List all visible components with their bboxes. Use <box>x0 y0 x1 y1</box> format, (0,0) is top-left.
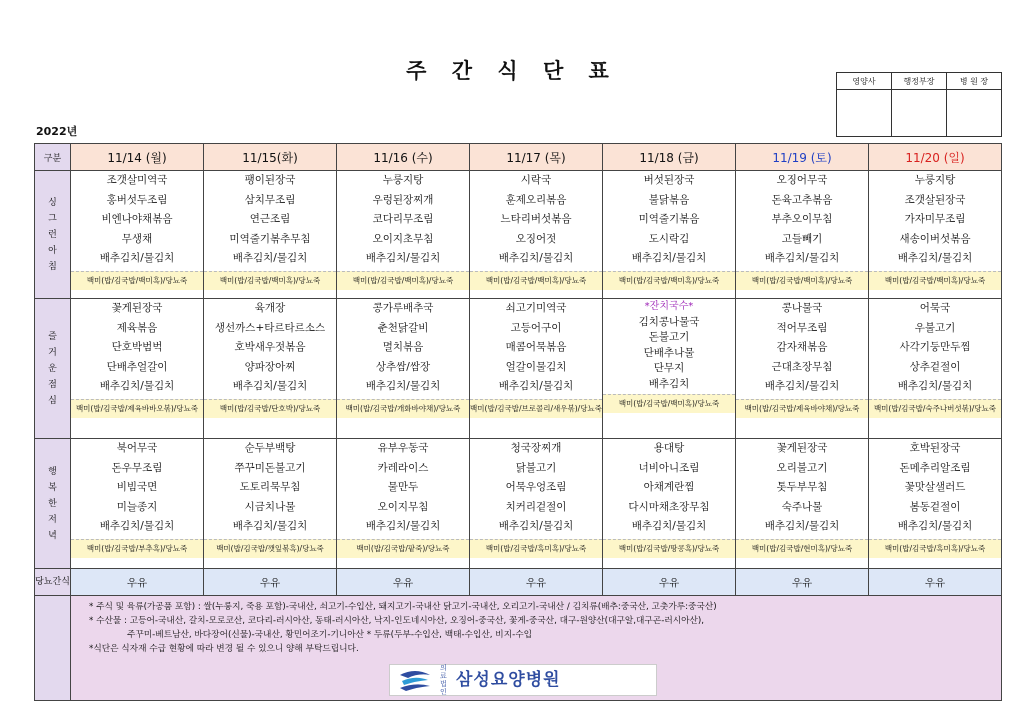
origin-note-line: * 주식 및 육류(가공품 포함) : 쌀(누룽지, 죽용 포함)-국내산, 쇠고기-수입산, 돼지고기-국내산 닭고기-국내산, 오리고기-국내산 / 김치류(배추:중국산, 고춧가루:중국산) <box>89 602 717 612</box>
grain-origin-note: 백미(밥/김국밥/백미흑)/당뇨죽 <box>869 271 1001 290</box>
dish-item: 오이지초무침 <box>372 232 434 245</box>
snack-item: 우유 <box>869 569 1002 596</box>
dish-item: 시락국 <box>520 174 552 186</box>
dish-item: 누룽지탕 <box>382 174 424 186</box>
dish-item: 배추김치/물김치 <box>897 380 973 392</box>
menu-cell <box>603 439 736 569</box>
dish-item: 유부우동국 <box>377 442 429 454</box>
dish-item: 코다리무조림 <box>372 213 434 225</box>
menu-cell <box>204 299 337 439</box>
meal-row-breakfast <box>35 171 1002 299</box>
approval-stamp <box>837 90 892 137</box>
hospital-emblem-icon <box>398 669 432 691</box>
dish-item: 고들빼기 <box>781 232 823 245</box>
dish-item: 배추김치 <box>648 377 690 390</box>
dish-item: 꽃맛살샐러드 <box>904 481 966 493</box>
dish-item: 숙주나물 <box>781 500 823 513</box>
menu-cell <box>736 171 869 299</box>
dish-item: 배추김치/물김치 <box>764 380 840 392</box>
approval-nutritionist: 영양사 <box>837 73 892 90</box>
day-header-thu: 11/17 (목) <box>470 144 603 171</box>
approval-director: 병 원 장 <box>947 73 1002 90</box>
day-header-fri: 11/18 (금) <box>603 144 736 171</box>
grain-origin-note: 백미(밥/김국밥/백미흑)/당뇨죽 <box>204 271 336 290</box>
snack-item: 우유 <box>736 569 869 596</box>
meal-row-dinner <box>35 439 1002 569</box>
grain-origin-note: 백미(밥/김국밥/백미흑)/당뇨죽 <box>337 271 469 290</box>
dish-item: 훈제오리볶음 <box>505 193 567 206</box>
grain-origin-note: 백미(밥/김국밥/백미흑)/당뇨죽 <box>470 271 602 290</box>
grain-origin-note: 백미(밥/김국밥/단호박)/당뇨죽 <box>204 399 336 418</box>
menu-cell <box>470 171 603 299</box>
dish-item: 오리불고기 <box>776 461 828 474</box>
dish-item: 미역줄기볶추무침 <box>229 232 311 245</box>
dish-item: 배추김치/물김치 <box>498 380 574 392</box>
grain-origin-note: 백미(밥/김국밥/제육바야채)/당뇨죽 <box>736 399 868 418</box>
menu-cell <box>869 439 1002 569</box>
dish-item: 육개장 <box>254 302 286 314</box>
dish-item: 사각기둥만두찜 <box>899 341 971 353</box>
meal-label-char: 심 <box>48 395 57 406</box>
dish-item: 새송이버섯볶음 <box>899 232 971 245</box>
dish-item: 홍버섯두조림 <box>106 193 168 206</box>
notes-cell <box>71 596 1002 701</box>
day-header-sun: 11/20 (일) <box>869 144 1002 171</box>
day-header-mon: 11/14 (월) <box>71 144 204 171</box>
dish-item: 미역줄기볶음 <box>638 213 700 225</box>
grain-origin-note: 백미(밥/김국밥/흑미흑)/당뇨죽 <box>470 539 602 558</box>
dish-item: 배추김치/물김치 <box>498 520 574 532</box>
dish-item: 배추김치/물김치 <box>897 252 973 264</box>
dish-item: 오징어젓 <box>515 232 557 245</box>
dish-item: 고등어구이 <box>510 321 562 334</box>
dish-item: 미늘종지 <box>116 500 158 513</box>
dish-item: 다시마채초장무침 <box>628 500 710 513</box>
menu-cell <box>470 299 603 439</box>
meal-label-lunch <box>35 299 71 439</box>
dish-item: 호박된장국 <box>909 442 961 454</box>
dish-item: 우렁된장찌개 <box>372 193 434 206</box>
dish-item: 상추쌈/쌈장 <box>375 360 431 373</box>
dish-item: 시금치나물 <box>244 500 296 513</box>
dish-item: 양파장아찌 <box>244 360 296 373</box>
dish-item: 생선까스+타르타르소스 <box>214 321 326 334</box>
dish-item: 쇠고기미역국 <box>505 302 567 314</box>
dish-item: 돈불고기 <box>648 331 690 343</box>
dish-item: 배추김치/물김치 <box>232 380 308 392</box>
dish-item: 청국장찌개 <box>510 442 562 454</box>
logo-small-text: 의료법인 <box>440 664 447 696</box>
meal-label-char: 점 <box>48 379 57 390</box>
dish-item: 버섯된장국 <box>643 174 695 186</box>
meal-label-char: 거 <box>48 347 57 358</box>
grain-origin-note: 백미(밥/김국밥/땅콩흑)/당뇨죽 <box>603 539 735 558</box>
dish-item: 콩가루배추국 <box>372 302 434 314</box>
grain-origin-note: 백미(밥/김국밥/백미흑)/당뇨죽 <box>603 271 735 290</box>
meal-label-dinner <box>35 439 71 569</box>
approval-stamp <box>947 90 1002 137</box>
dish-item: 돈우무조림 <box>111 461 163 474</box>
dish-item: 호박새우젓볶음 <box>234 341 306 353</box>
snack-item: 우유 <box>337 569 470 596</box>
notes-label <box>35 596 71 701</box>
dish-item: 오이지무침 <box>377 500 429 513</box>
dish-item: 도시락김 <box>648 232 690 245</box>
logo-hospital-name: 삼성요양병원 <box>456 670 561 690</box>
corner-label: 구분 <box>35 144 71 171</box>
snack-label: 당뇨간식 <box>35 569 71 596</box>
dish-item: 연근조림 <box>249 213 291 225</box>
dish-item: 삼치무조림 <box>244 193 296 206</box>
dish-item: 조갯살된장국 <box>904 193 966 206</box>
dish-item: 배추김치/물김치 <box>631 520 707 532</box>
menu-cell <box>337 439 470 569</box>
dish-item: 쭈꾸미돈불고기 <box>234 461 306 474</box>
menu-cell <box>71 299 204 439</box>
notes-row <box>35 596 1002 701</box>
meal-label-char: 즐 <box>48 331 57 342</box>
menu-cell <box>337 299 470 439</box>
dish-item: 순두부백탕 <box>244 442 296 454</box>
dish-item: 부추오이무침 <box>771 213 833 225</box>
hospital-logo <box>389 664 657 696</box>
meal-label-char: 행 <box>48 466 57 477</box>
dish-item: 우불고기 <box>914 321 956 334</box>
dish-item: 어묵국 <box>919 302 951 314</box>
dish-item: 단호박범벅 <box>111 341 163 353</box>
dish-item: 무생채 <box>121 232 153 245</box>
meal-label-char: 녁 <box>48 530 57 541</box>
dish-item: 꽃게된장국 <box>111 302 163 314</box>
dish-item: 배추김치/물김치 <box>498 252 574 264</box>
grain-origin-note: 백미(밥/김국밥/팥죽)/당뇨죽 <box>337 539 469 558</box>
dish-item: 배추김치/물김치 <box>764 252 840 264</box>
dish-item: 배추김치/물김치 <box>764 520 840 532</box>
dish-item: 상추겉절이 <box>909 360 961 373</box>
menu-cell <box>603 171 736 299</box>
dish-item: 배추김치/물김치 <box>631 252 707 264</box>
meal-label-char: 침 <box>48 261 57 272</box>
meal-label-char: 아 <box>48 245 57 256</box>
dish-item: 배추김치/물김치 <box>365 380 441 392</box>
meal-label-char: 그 <box>48 213 57 224</box>
dish-item: 오징어무국 <box>776 174 828 186</box>
day-header-row <box>35 144 1002 171</box>
dish-item: 김치콩나물국 <box>638 315 700 328</box>
grain-origin-note: 백미(밥/김국밥/숙주나버섯볶)/당뇨죽 <box>869 399 1001 418</box>
grain-origin-note: 백미(밥/김국밥/부추흑)/당뇨죽 <box>71 539 203 558</box>
menu-cell <box>603 299 736 439</box>
dish-item: *잔치국수* <box>644 301 694 312</box>
dish-item: 배추김치/물김치 <box>232 252 308 264</box>
grain-origin-note: 백미(밥/김국밥/백미흑)/당뇨죽 <box>603 394 735 413</box>
dish-item: 춘천닭갈비 <box>377 321 429 334</box>
dish-item: 카레라이스 <box>377 461 429 474</box>
dish-item: 배추김치/물김치 <box>99 252 175 264</box>
origin-note-line: * 수산물 : 고등어-국내산, 갈치-모로코산, 코다리-러시아산, 동태-러시아산, 낙지-인도네시아산, 오징어-중국산, 꽃게-중국산, 대구-원양산(대구알,대구곤-러시아산), <box>89 616 705 626</box>
snack-item: 우유 <box>470 569 603 596</box>
dish-item: 근대초장무침 <box>771 360 833 373</box>
day-header-tue: 11/15(화) <box>204 144 337 171</box>
dish-item: 느타리버섯볶음 <box>500 213 572 225</box>
approval-box <box>836 72 1002 137</box>
dish-item: 불닭볶음 <box>648 193 690 206</box>
dish-item: 조갯살미역국 <box>106 174 168 186</box>
meal-label-char: 저 <box>48 514 57 525</box>
dish-item: 제육볶음 <box>116 321 158 334</box>
approval-stamp <box>892 90 947 137</box>
dish-item: 배추김치/물김치 <box>897 520 973 532</box>
menu-cell <box>204 439 337 569</box>
meal-label-char: 한 <box>48 498 57 509</box>
snack-item: 우유 <box>603 569 736 596</box>
dish-item: 팽이된장국 <box>244 174 296 186</box>
grain-origin-note: 백미(밥/김국밥/개화바야채)/당뇨죽 <box>337 399 469 418</box>
dish-item: 북어무국 <box>116 442 158 454</box>
grain-origin-note: 백미(밥/김국밥/브로콜리/새우볶)/당뇨죽 <box>470 399 602 418</box>
dish-item: 도토리묵무침 <box>239 481 301 493</box>
day-header-sat: 11/19 (토) <box>736 144 869 171</box>
dish-item: 어묵우엉조림 <box>505 481 567 493</box>
snack-row <box>35 569 1002 596</box>
dish-item: 닭불고기 <box>515 461 557 474</box>
meal-label-breakfast <box>35 171 71 299</box>
origin-note-line: 주꾸미-베트남산, 바다장어(신물)-국내산, 황민어조기-기니아산 * 두류(두부-수입산, 백태-수입산, 비지-수입 <box>127 630 533 640</box>
meal-label-char: 운 <box>48 363 57 374</box>
menu-cell <box>71 439 204 569</box>
day-header-wed: 11/16 (수) <box>337 144 470 171</box>
dish-item: 배추김치/물김치 <box>232 520 308 532</box>
grain-origin-note: 백미(밥/김국밥/깻잎볶흑)/당뇨죽 <box>204 539 336 558</box>
menu-cell <box>736 439 869 569</box>
dish-item: 콩나물국 <box>781 302 823 314</box>
meal-label-char: 싱 <box>48 197 57 208</box>
grain-origin-note: 백미(밥/김국밥/백미흑)/당뇨죽 <box>71 271 203 290</box>
dish-item: 치커리겉절이 <box>505 500 567 513</box>
dish-item: 멸치볶음 <box>382 341 424 353</box>
dish-item: 단배추나물 <box>643 346 695 359</box>
dish-item: 배추김치/물김치 <box>365 520 441 532</box>
page-title: 주 간 식 단 표 <box>406 59 618 83</box>
snack-item: 우유 <box>71 569 204 596</box>
menu-cell <box>869 299 1002 439</box>
dish-item: 단무지 <box>653 362 685 374</box>
menu-cell <box>204 171 337 299</box>
dish-item: 돈메추리알조림 <box>899 461 971 474</box>
origin-note-line: *식단은 식자재 수급 현황에 따라 변경 될 수 있으니 양해 부탁드립니다. <box>89 644 359 654</box>
weekly-menu-table <box>34 143 1002 701</box>
dish-item: 매콤어묵볶음 <box>505 341 567 353</box>
dish-item: 돈육고추볶음 <box>771 193 833 206</box>
menu-cell <box>337 171 470 299</box>
menu-cell <box>71 171 204 299</box>
dish-item: 단배추얼갈이 <box>106 360 168 373</box>
meal-row-lunch <box>35 299 1002 439</box>
dish-item: 용대탕 <box>653 442 685 454</box>
grain-origin-note: 백미(밥/김국밥/제육바바오볶)/당뇨죽 <box>71 399 203 418</box>
approval-admin: 행정부장 <box>892 73 947 90</box>
grain-origin-note: 백미(밥/김국밥/현미흑)/당뇨죽 <box>736 539 868 558</box>
grain-origin-note: 백미(밥/김국밥/흑미흑)/당뇨죽 <box>869 539 1001 558</box>
dish-item: 적어무조림 <box>776 321 828 334</box>
dish-item: 아채계란찜 <box>643 481 695 493</box>
dish-item: 얼갈이물김치 <box>505 360 567 373</box>
dish-item: 배추김치/물김치 <box>99 380 175 392</box>
dish-item: 누룽지탕 <box>914 174 956 186</box>
meal-label-char: 런 <box>48 229 57 240</box>
dish-item: 너비아니조림 <box>638 461 700 474</box>
year-label: 2022년 <box>36 125 78 138</box>
dish-item: 톳두부무침 <box>776 481 828 493</box>
dish-item: 비빔국면 <box>116 481 158 493</box>
grain-origin-note: 백미(밥/김국밥/백미흑)/당뇨죽 <box>736 271 868 290</box>
dish-item: 감자채볶음 <box>776 341 828 353</box>
dish-item: 가자미무조림 <box>904 213 966 225</box>
menu-cell <box>736 299 869 439</box>
menu-cell <box>470 439 603 569</box>
dish-item: 비엔나야채볶음 <box>101 213 173 225</box>
dish-item: 배추김치/물김치 <box>365 252 441 264</box>
snack-item: 우유 <box>204 569 337 596</box>
dish-item: 물만두 <box>387 481 419 493</box>
dish-item: 봄동겉절이 <box>909 500 961 513</box>
menu-cell <box>869 171 1002 299</box>
dish-item: 배추김치/물김치 <box>99 520 175 532</box>
meal-label-char: 복 <box>48 482 57 493</box>
dish-item: 꽃게된장국 <box>776 442 828 454</box>
